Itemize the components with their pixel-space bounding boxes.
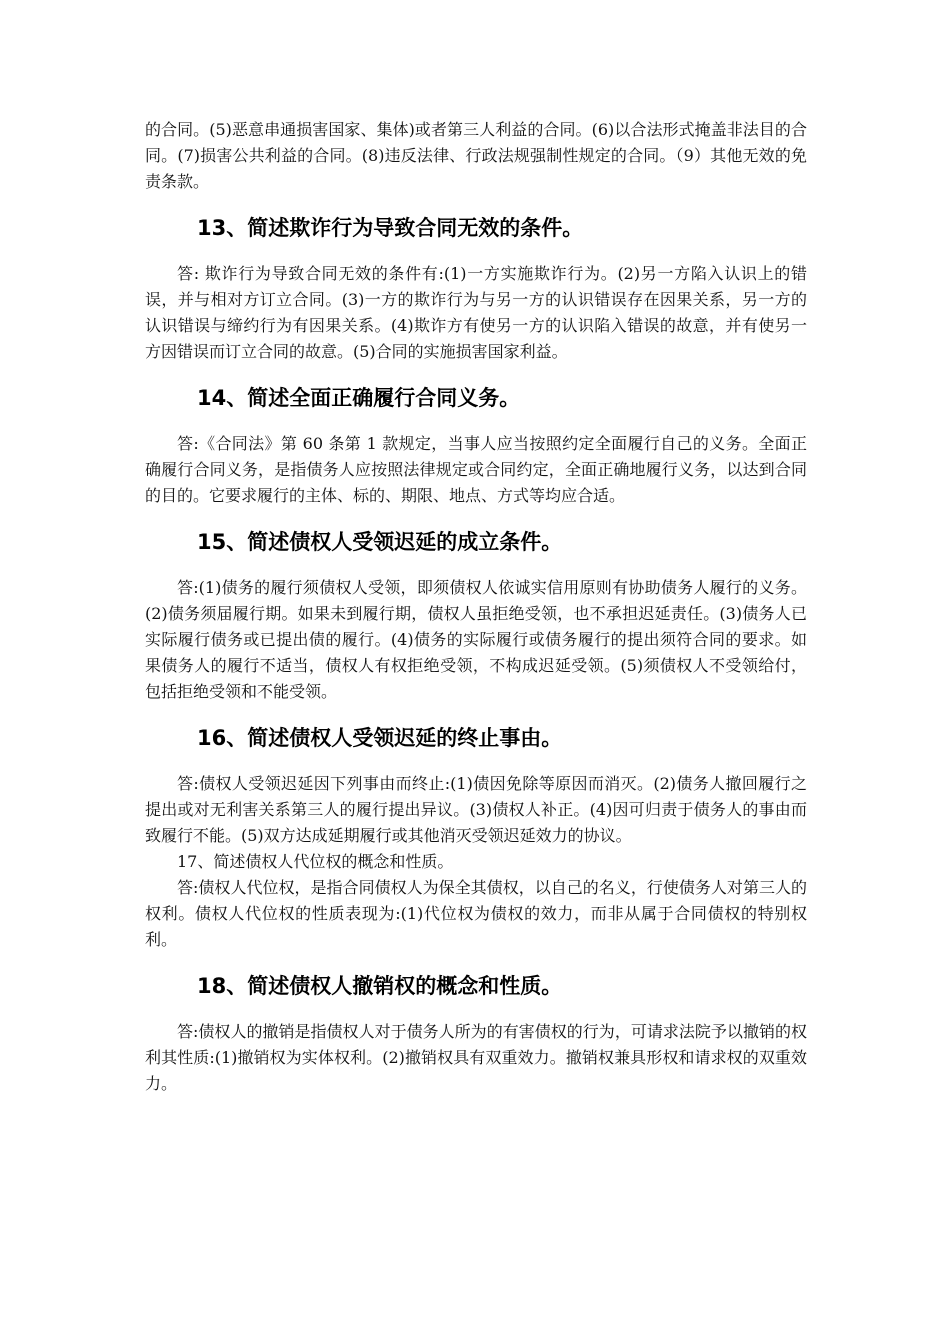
question-15-heading: 15、简述债权人受领迟延的成立条件。 <box>197 530 563 554</box>
answer-17: 答:债权人代位权，是指合同债权人为保全其债权，以自己的名义，行使债务人对第三人的权利。债权人代位权的性质表现为:(1)代位权为债权的效力，而非从属于合同债权的特别权利。 <box>145 878 807 949</box>
answer-13: 答: 欺诈行为导致合同无效的条件有:(1)一方实施欺诈行为。(2)另一方陷入认识上的错误，并与相对方订立合同。(3)一方的欺诈行为与另一方的认识错误存在因果关系，另一方的认识错误与缔约行为有因果关系。(4)欺诈方有使另一方的认识陷入错误的故意，并有使另一方因错误而订立合同的故意。(5)合同的实施损害国家利益。 <box>145 264 807 361</box>
answer-16: 答:债权人受领迟延因下列事由而终止:(1)债因免除等原因而消灭。(2)债务人撤回履行之提出或对无利害关系第三人的履行提出异议。(3)债权人补正。(4)因可归责于债务人的事由而致履行不能。(5)双方达成延期履行或其他消灭受领迟延效力的协议。 <box>145 774 807 845</box>
answer-18: 答:债权人的撤销是指债权人对于债务人所为的有害债权的行为，可请求法院予以撤销的权利其性质:(1)撤销权为实体权利。(2)撤销权具有双重效力。撤销权兼具形权和请求权的双重效力。 <box>145 1022 807 1093</box>
question-18-heading: 18、简述债权人撤销权的概念和性质。 <box>197 974 563 998</box>
question-14-heading: 14、简述全面正确履行合同义务。 <box>197 386 521 410</box>
document-body <box>145 117 807 1097</box>
paragraph-continued: 的合同。(5)恶意串通损害国家、集体)或者第三人利益的合同。(6)以合法形式掩盖非法目的合同。(7)损害公共利益的合同。(8)违反法律、行政法规强制性规定的合同。（9）其他无效的免责条款。 <box>145 120 807 191</box>
answer-14: 答:《合同法》第 60 条第 1 款规定，当事人应当按照约定全面履行自己的义务。全面正确履行合同义务，是指债务人应按照法律规定或合同约定，全面正确地履行义务，以达到合同的目的。它要求履行的主体、标的、期限、地点、方式等均应合适。 <box>145 434 807 505</box>
answer-15: 答:(1)债务的履行须债权人受领，即须债权人依诚实信用原则有协助债务人履行的义务。(2)债务须届履行期。如果未到履行期，债权人虽拒绝受领，也不承担迟延责任。(3)债务人已实际履行债务或已提出债的履行。(4)债务的实际履行或债务履行的提出须符合同的要求。如果债务人的履行不适当，债权人有权拒绝受领，不构成迟延受领。(5)须债权人不受领给付，包括拒绝受领和不能受领。 <box>145 578 807 701</box>
question-17-plain: 17、简述债权人代位权的概念和性质。 <box>177 852 454 871</box>
question-16-heading: 16、简述债权人受领迟延的终止事由。 <box>197 726 563 750</box>
question-13-heading: 13、简述欺诈行为导致合同无效的条件。 <box>197 216 584 240</box>
